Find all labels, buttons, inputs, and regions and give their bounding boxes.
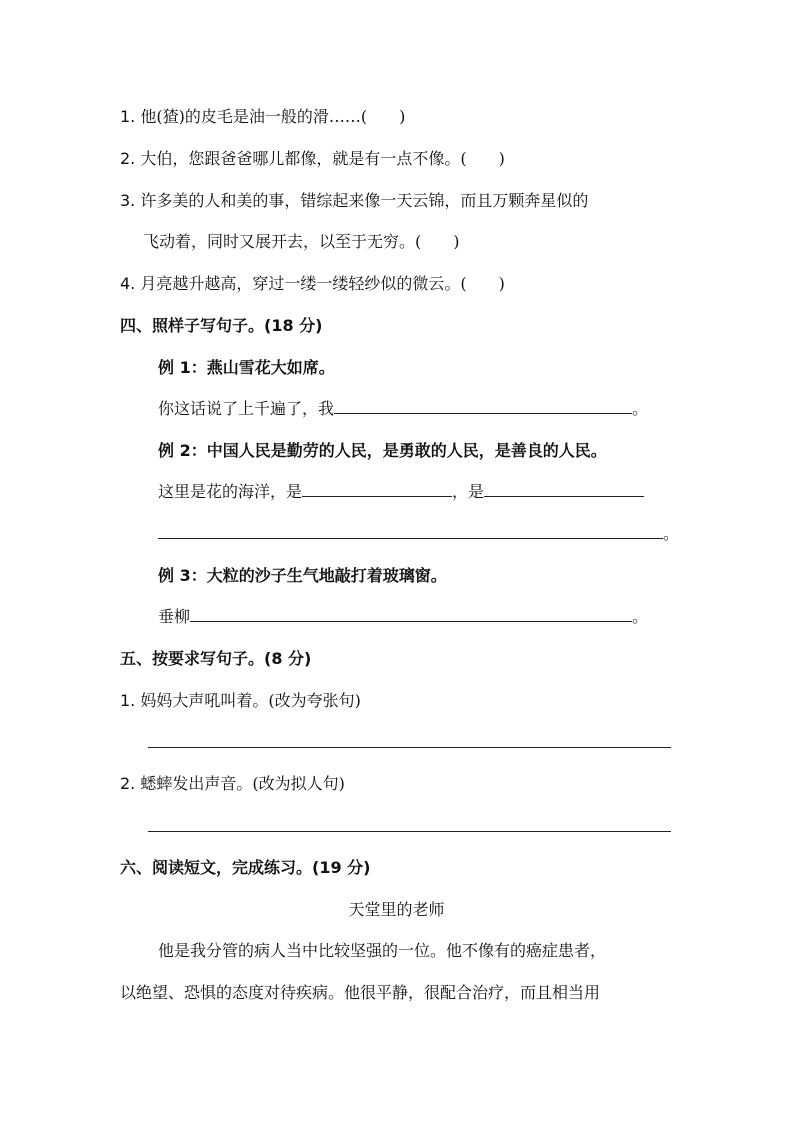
exercise-2 xyxy=(158,481,644,503)
section-6-heading: 六、阅读短文，完成练习。(19 分) xyxy=(120,858,371,877)
item-1-number: 1. xyxy=(120,107,136,126)
question-2-text: 蟋蟀发出声音。(改为拟人句) xyxy=(140,774,345,793)
example-1-text: 燕山雪花大如席。 xyxy=(206,358,335,377)
item-3 xyxy=(120,190,588,212)
exercise-2-line-2 xyxy=(158,523,679,545)
exercise-2-mid: ，是 xyxy=(452,482,485,501)
exercise-2-answer-blank-1[interactable] xyxy=(302,482,452,497)
item-1-text: 他(猹)的皮毛是油一般的滑……( ) xyxy=(140,107,406,126)
exercise-1-answer-blank[interactable] xyxy=(334,399,632,414)
exercise-2-prompt: 这里是花的海洋，是 xyxy=(158,482,303,501)
example-1 xyxy=(158,357,335,379)
item-3-continuation: 飞动着，同时又展开去，以至于无穷。( ) xyxy=(143,232,460,251)
item-4-number: 4. xyxy=(120,274,136,293)
exercise-2-answer-blank-3[interactable] xyxy=(158,524,663,539)
example-3 xyxy=(158,565,447,587)
exercise-1-prompt: 你这话说了上千遍了，我 xyxy=(158,399,335,418)
question-2-answer-line[interactable] xyxy=(148,831,671,832)
item-4-text: 月亮越升越高，穿过一缕一缕轻纱似的微云。( ) xyxy=(140,274,505,293)
section-5-heading: 五、按要求写句子。(8 分) xyxy=(120,649,312,668)
section-5-question-1 xyxy=(120,690,361,712)
passage-title: 天堂里的老师 xyxy=(348,900,445,919)
exercise-1 xyxy=(158,398,648,420)
example-2 xyxy=(158,440,607,462)
passage-line-2: 以绝望、恐惧的态度对待疾病。他很平静，很配合治疗，而且相当用 xyxy=(120,983,601,1002)
section-5-question-2 xyxy=(120,773,345,795)
exercise-3-prompt: 垂柳 xyxy=(158,607,191,626)
section-4-heading: 四、照样子写句子。(18 分) xyxy=(120,316,323,335)
question-1-number: 1. xyxy=(120,691,136,710)
exercise-2-answer-blank-2[interactable] xyxy=(484,482,644,497)
item-3-text: 许多美的人和美的事，错综起来像一天云锦，而且万颗奔星似的 xyxy=(140,191,589,210)
question-1-text: 妈妈大声吼叫着。(改为夸张句) xyxy=(140,691,361,710)
example-1-label: 例 1： xyxy=(158,358,207,377)
example-2-label: 例 2： xyxy=(158,441,207,460)
item-4 xyxy=(120,273,505,295)
item-2-text: 大伯，您跟爸爸哪儿都像，就是有一点不像。( ) xyxy=(140,149,505,168)
exercise-2-end: 。 xyxy=(663,524,680,543)
item-3-number: 3. xyxy=(120,191,136,210)
example-3-text: 大粒的沙子生气地敲打着玻璃窗。 xyxy=(206,566,447,585)
passage-line-1: 他是我分管的病人当中比较坚强的一位。他不像有的癌症患者， xyxy=(158,941,607,960)
question-2-number: 2. xyxy=(120,774,136,793)
exercise-3-answer-blank[interactable] xyxy=(190,607,632,622)
item-2 xyxy=(120,148,505,170)
exercise-3 xyxy=(158,606,648,628)
exercise-3-end: 。 xyxy=(632,607,649,626)
item-2-number: 2. xyxy=(120,149,136,168)
item-1 xyxy=(120,106,405,128)
example-3-label: 例 3： xyxy=(158,566,207,585)
example-2-text: 中国人民是勤劳的人民，是勇敢的人民，是善良的人民。 xyxy=(206,441,607,460)
exercise-1-end: 。 xyxy=(632,399,649,418)
question-1-answer-line[interactable] xyxy=(148,747,671,748)
